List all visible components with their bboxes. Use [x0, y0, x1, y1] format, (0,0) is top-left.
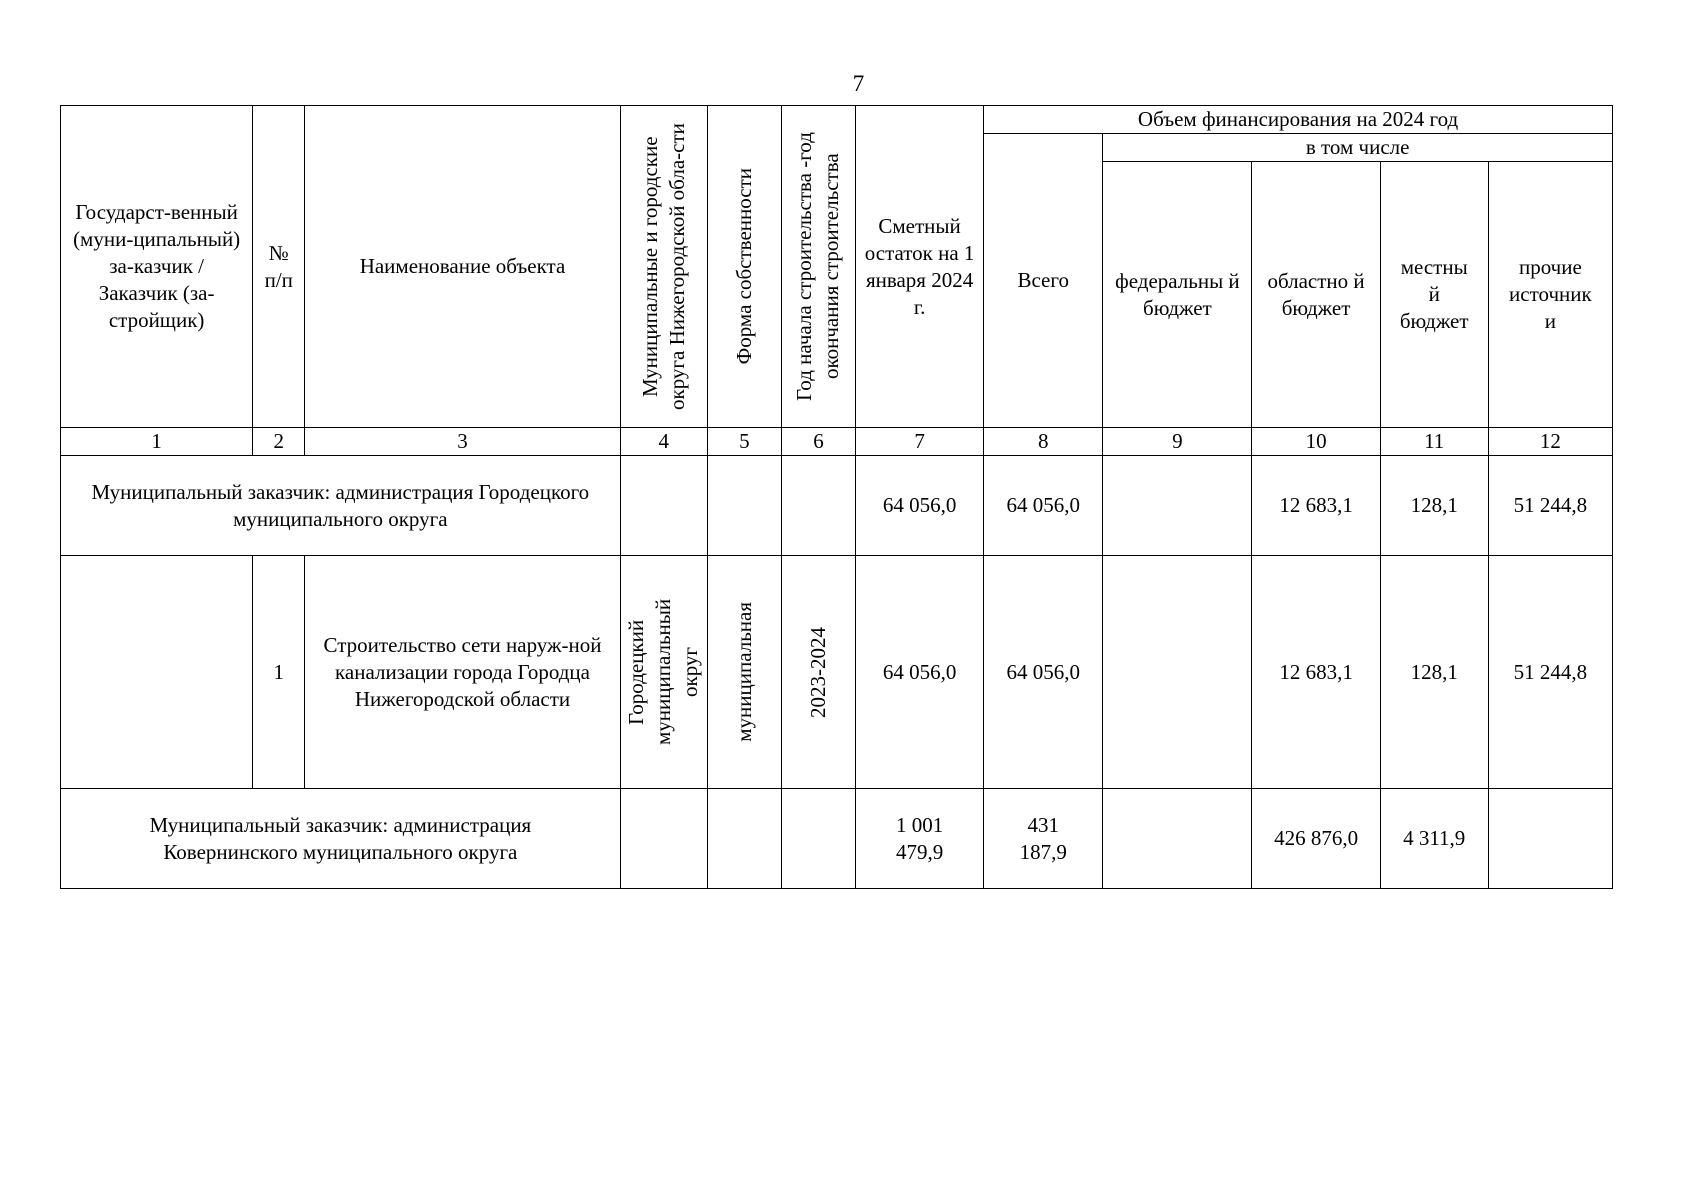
ownership-cell — [707, 456, 781, 556]
column-number: 2 — [253, 428, 305, 456]
district-cell — [620, 789, 707, 889]
table-row — [61, 556, 1613, 789]
estimate-cell: 64 056,0 — [856, 456, 984, 556]
total-cell: 64 056,0 — [984, 456, 1103, 556]
header-ownership: Форма собственности — [707, 106, 781, 428]
regional-cell: 12 683,1 — [1252, 556, 1380, 789]
years-cell: 2023-2024 — [781, 556, 855, 789]
header-financing: Объем финансирования на 2024 год — [984, 106, 1613, 134]
header-regional-budget: областно й бюджет — [1252, 162, 1380, 428]
column-number-row — [61, 428, 1613, 456]
other-cell — [1488, 789, 1612, 889]
other-cell: 51 244,8 — [1488, 556, 1612, 789]
column-number: 4 — [620, 428, 707, 456]
number-cell: 1 — [253, 556, 305, 789]
customer-cell: Муниципальный заказчик: администрация Городецкого муниципального округа — [61, 456, 621, 556]
regional-cell: 12 683,1 — [1252, 456, 1380, 556]
header-years: Год начала строительства -год окончания строительства — [781, 106, 855, 428]
column-number: 11 — [1380, 428, 1488, 456]
customer-cell — [61, 556, 253, 789]
total-cell: 64 056,0 — [984, 556, 1103, 789]
district-cell — [620, 456, 707, 556]
federal-cell — [1103, 556, 1252, 789]
page-number: 7 — [852, 71, 865, 96]
total-cell: 431 187,9 — [984, 789, 1103, 889]
customer-cell: Муниципальный заказчик: администрация Ковернинского муниципального округа — [61, 789, 621, 889]
local-cell: 128,1 — [1380, 456, 1488, 556]
column-number: 12 — [1488, 428, 1612, 456]
federal-cell — [1103, 456, 1252, 556]
header-federal-budget: федеральны й бюджет — [1103, 162, 1252, 428]
estimate-cell: 64 056,0 — [856, 556, 984, 789]
years-cell — [781, 456, 855, 556]
header-estimate: Сметный остаток на 1 января 2024 г. — [856, 106, 984, 428]
column-number: 5 — [707, 428, 781, 456]
header-customer: Государст-венный (муни-ципальный) за-казчик / Заказчик (за-стройщик) — [61, 106, 253, 428]
local-cell: 128,1 — [1380, 556, 1488, 789]
header-object-name: Наименование объекта — [305, 106, 620, 428]
regional-cell: 426 876,0 — [1252, 789, 1380, 889]
table-row — [61, 456, 1613, 556]
other-cell: 51 244,8 — [1488, 456, 1612, 556]
years-cell — [781, 789, 855, 889]
ownership-cell — [707, 789, 781, 889]
financing-table — [60, 105, 1613, 889]
column-number: 3 — [305, 428, 620, 456]
header-other-sources: прочие источник и — [1488, 162, 1612, 428]
local-cell: 4 311,9 — [1380, 789, 1488, 889]
header-district: Муниципальные и городские округа Нижегородской обла-сти — [620, 106, 707, 428]
ownership-cell: муниципальная — [707, 556, 781, 789]
district-cell: Городецкий муниципальный округ — [620, 556, 707, 789]
header-number: № п/п — [253, 106, 305, 428]
estimate-cell: 1 001 479,9 — [856, 789, 984, 889]
column-number: 6 — [781, 428, 855, 456]
header-including: в том числе — [1103, 134, 1613, 162]
table-row — [61, 789, 1613, 889]
column-number: 9 — [1103, 428, 1252, 456]
column-number: 7 — [856, 428, 984, 456]
column-number: 1 — [61, 428, 253, 456]
column-number: 8 — [984, 428, 1103, 456]
header-local-budget: местны й бюджет — [1380, 162, 1488, 428]
federal-cell — [1103, 789, 1252, 889]
column-number: 10 — [1252, 428, 1380, 456]
header-total: Всего — [984, 134, 1103, 428]
object-name-cell: Строительство сети наруж-ной канализации города Городца Нижегородской области — [305, 556, 620, 789]
